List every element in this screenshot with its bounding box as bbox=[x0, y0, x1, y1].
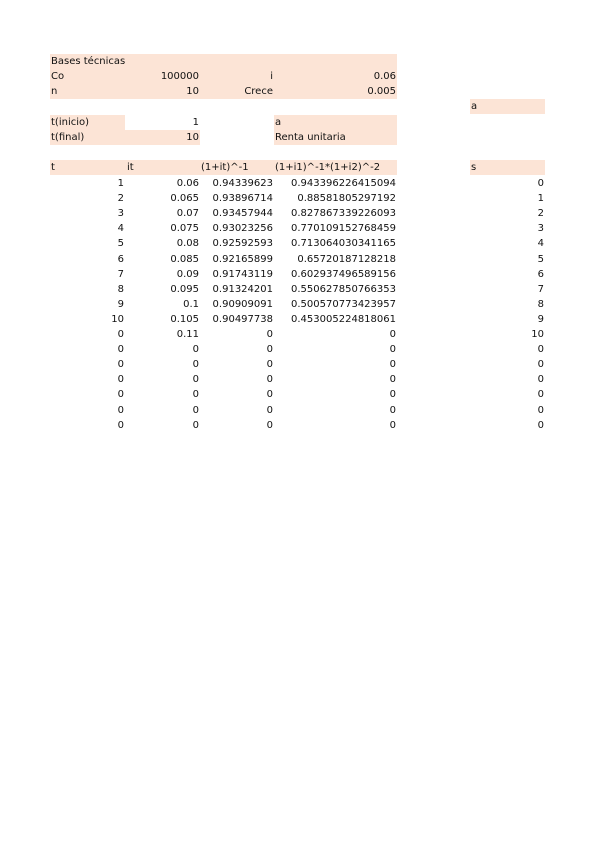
cell-it[interactable]: 0.06 bbox=[176, 178, 199, 189]
cell-disc2[interactable]: 0.453005224818061 bbox=[291, 313, 396, 325]
table-row bbox=[0, 357, 599, 372]
cell-s[interactable]: 10 bbox=[531, 329, 544, 340]
col-header-disc2: (1+i1)^-1*(1+i2)^-2 bbox=[275, 162, 381, 173]
table-row bbox=[0, 387, 599, 402]
cell-t[interactable]: 6 bbox=[117, 253, 124, 265]
n-row bbox=[0, 84, 599, 99]
cell-t[interactable]: 0 bbox=[117, 344, 124, 356]
table-row bbox=[0, 297, 599, 312]
cell-t[interactable]: 0 bbox=[117, 359, 124, 371]
cell-t[interactable]: 10 bbox=[111, 313, 124, 325]
table-row bbox=[0, 267, 599, 282]
cell-s[interactable]: 2 bbox=[537, 208, 544, 220]
table-row bbox=[0, 252, 599, 267]
n-label: n bbox=[51, 86, 58, 97]
cell-disc1[interactable]: 0.90497738 bbox=[212, 313, 273, 325]
cell-s[interactable]: 0 bbox=[537, 419, 544, 431]
table-row bbox=[0, 176, 599, 191]
cell-s[interactable]: 6 bbox=[537, 268, 544, 280]
cell-disc2[interactable]: 0.770109152768459 bbox=[291, 223, 396, 235]
cell-disc2[interactable]: 0.500570773423957 bbox=[291, 298, 396, 310]
col-header-s: s bbox=[470, 160, 545, 175]
cell-t[interactable]: 5 bbox=[117, 238, 124, 250]
cell-t[interactable]: 3 bbox=[117, 208, 124, 220]
cell-disc2[interactable]: 0.550627850766353 bbox=[291, 283, 396, 295]
cell-it[interactable]: 0.075 bbox=[170, 223, 199, 235]
cell-it[interactable]: 0 bbox=[192, 404, 199, 416]
cell-it[interactable]: 0.1 bbox=[183, 298, 199, 310]
cell-disc2[interactable]: 0.943396226415094 bbox=[291, 178, 396, 189]
cell-it[interactable]: 0.07 bbox=[176, 208, 199, 220]
cell-t[interactable]: 4 bbox=[117, 223, 124, 235]
cell-t[interactable]: 7 bbox=[117, 268, 124, 280]
cell-it[interactable]: 0 bbox=[192, 419, 199, 431]
renta-unitaria-label: Renta unitaria bbox=[274, 130, 397, 145]
cell-it[interactable]: 0 bbox=[192, 359, 199, 371]
cell-disc2[interactable]: 0 bbox=[389, 419, 396, 431]
table-header-row bbox=[0, 160, 599, 175]
cell-disc1[interactable]: 0 bbox=[266, 344, 273, 356]
cell-disc1[interactable]: 0.94339623 bbox=[212, 178, 273, 189]
a-right-label: a bbox=[470, 99, 545, 114]
table-row bbox=[0, 327, 599, 342]
col-header-it: it bbox=[127, 162, 134, 173]
cell-it[interactable]: 0.08 bbox=[176, 238, 199, 250]
table-row bbox=[0, 206, 599, 221]
cell-disc1[interactable]: 0.90909091 bbox=[212, 298, 273, 310]
cell-s[interactable]: 0 bbox=[537, 389, 544, 401]
cell-s[interactable]: 0 bbox=[537, 359, 544, 371]
cell-it[interactable]: 0 bbox=[192, 389, 199, 401]
cell-t[interactable]: 0 bbox=[117, 419, 124, 431]
cell-t[interactable]: 2 bbox=[117, 193, 124, 205]
table-row bbox=[0, 372, 599, 387]
cell-t[interactable]: 0 bbox=[117, 404, 124, 416]
cell-t[interactable]: 1 bbox=[117, 178, 124, 189]
cell-s[interactable]: 3 bbox=[537, 223, 544, 235]
cell-disc1[interactable]: 0.93457944 bbox=[212, 208, 273, 220]
col-header-disc1: (1+it)^-1 bbox=[201, 162, 249, 173]
cell-disc1[interactable]: 0 bbox=[266, 389, 273, 401]
cell-s[interactable]: 0 bbox=[537, 344, 544, 356]
cell-disc2[interactable]: 0 bbox=[389, 374, 396, 386]
table-row bbox=[0, 312, 599, 327]
cell-s[interactable]: 8 bbox=[537, 298, 544, 310]
cell-t[interactable]: 9 bbox=[117, 298, 124, 310]
table-row bbox=[0, 418, 599, 433]
cell-disc1[interactable]: 0.93023256 bbox=[212, 223, 273, 235]
t-inicio-label: t(inicio) bbox=[50, 115, 125, 130]
cell-disc1[interactable]: 0 bbox=[266, 404, 273, 416]
cell-disc2[interactable]: 0.827867339226093 bbox=[291, 208, 396, 220]
cell-disc1[interactable]: 0.93896714 bbox=[212, 193, 273, 205]
t-inicio-row bbox=[0, 115, 599, 130]
table-row bbox=[0, 236, 599, 251]
crece-label: Crece bbox=[244, 86, 273, 97]
n-value[interactable]: 10 bbox=[186, 86, 199, 97]
t-final-label: t(final) bbox=[50, 130, 125, 145]
cell-disc1[interactable]: 0.91324201 bbox=[212, 283, 273, 295]
cell-it[interactable]: 0.095 bbox=[170, 283, 199, 295]
cell-disc1[interactable]: 0 bbox=[266, 374, 273, 386]
cell-t[interactable]: 8 bbox=[117, 283, 124, 295]
cell-it[interactable]: 0.105 bbox=[170, 313, 199, 325]
cell-it[interactable]: 0.085 bbox=[170, 253, 199, 265]
a-right-row bbox=[0, 99, 599, 114]
crece-value[interactable]: 0.005 bbox=[367, 86, 396, 97]
table-row bbox=[0, 403, 599, 418]
i-value[interactable]: 0.06 bbox=[373, 71, 396, 82]
cell-disc2[interactable]: 0 bbox=[389, 329, 396, 340]
bases-tecnicas-title: Bases técnicas bbox=[51, 56, 125, 67]
cell-disc1[interactable]: 0.92592593 bbox=[212, 238, 273, 250]
cell-disc1[interactable]: 0.91743119 bbox=[212, 268, 273, 280]
cell-disc2[interactable]: 0 bbox=[389, 389, 396, 401]
cell-s[interactable]: 1 bbox=[537, 193, 544, 205]
cell-disc1[interactable]: 0 bbox=[266, 419, 273, 431]
co-label: Co bbox=[51, 71, 65, 82]
t-final-value[interactable]: 10 bbox=[125, 130, 200, 145]
cell-it[interactable]: 0.11 bbox=[176, 329, 199, 340]
cell-s[interactable]: 4 bbox=[537, 238, 544, 250]
table-row bbox=[0, 282, 599, 297]
co-row bbox=[0, 69, 599, 84]
co-value[interactable]: 100000 bbox=[160, 71, 199, 82]
cell-disc1[interactable]: 0 bbox=[266, 359, 273, 371]
a-label: a bbox=[274, 115, 397, 130]
cell-disc2[interactable]: 0 bbox=[389, 404, 396, 416]
cell-it[interactable]: 0.09 bbox=[176, 268, 199, 280]
table-row bbox=[0, 342, 599, 357]
cell-t[interactable]: 0 bbox=[117, 389, 124, 401]
cell-s[interactable]: 7 bbox=[537, 283, 544, 295]
cell-s[interactable]: 0 bbox=[537, 374, 544, 386]
cell-disc1[interactable]: 0.92165899 bbox=[212, 253, 273, 265]
cell-it[interactable]: 0 bbox=[192, 374, 199, 386]
cell-it[interactable]: 0.065 bbox=[170, 193, 199, 205]
cell-disc1[interactable]: 0 bbox=[266, 329, 273, 340]
table-row bbox=[0, 191, 599, 206]
col-header-t: t bbox=[51, 162, 55, 173]
t-inicio-value[interactable]: 1 bbox=[192, 117, 199, 128]
cell-disc2[interactable]: 0.88581805297192 bbox=[297, 193, 396, 205]
cell-disc2[interactable]: 0 bbox=[389, 359, 396, 371]
cell-s[interactable]: 0 bbox=[537, 178, 544, 189]
i-label: i bbox=[270, 71, 273, 82]
cell-s[interactable]: 5 bbox=[537, 253, 544, 265]
t-final-row bbox=[0, 130, 599, 145]
bases-tecnicas-row bbox=[0, 54, 599, 69]
cell-s[interactable]: 9 bbox=[537, 313, 544, 325]
cell-disc2[interactable]: 0.713064030341165 bbox=[291, 238, 396, 250]
cell-disc2[interactable]: 0.602937496589156 bbox=[291, 268, 396, 280]
cell-disc2[interactable]: 0 bbox=[389, 344, 396, 356]
cell-s[interactable]: 0 bbox=[537, 404, 544, 416]
cell-it[interactable]: 0 bbox=[192, 344, 199, 356]
cell-t[interactable]: 0 bbox=[117, 374, 124, 386]
cell-t[interactable]: 0 bbox=[117, 329, 124, 340]
cell-disc2[interactable]: 0.65720187128218 bbox=[297, 253, 396, 265]
table-row bbox=[0, 221, 599, 236]
